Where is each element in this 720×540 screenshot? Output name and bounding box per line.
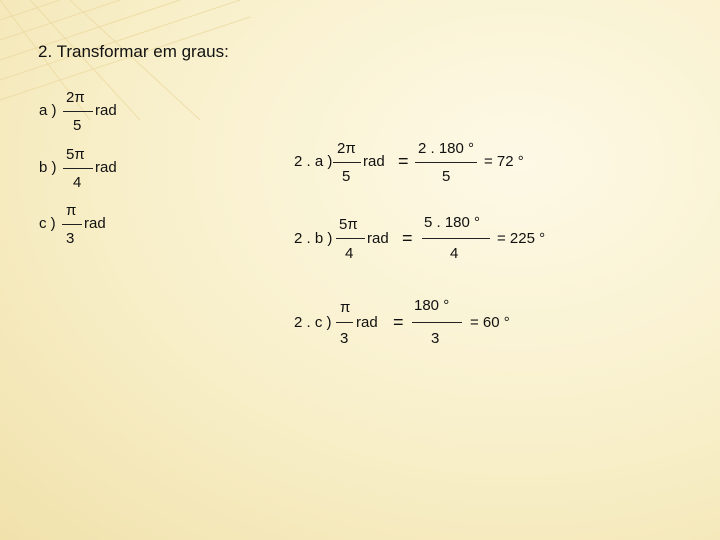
exercise-b-denominator: 4 [73,174,82,191]
solution-a-equals: = [398,151,409,171]
solution-a-unit: rad [363,153,385,170]
solution-c-result-numerator: 180 ° [414,297,450,314]
solution-a-result-denominator: 5 [442,168,451,185]
exercise-a-numerator: 2π [66,89,85,106]
solution-b-unit: rad [367,230,389,247]
solution-c-numerator: π [340,299,351,316]
solution-b-result: = 225 ° [497,230,546,247]
exercise-c-unit: rad [84,215,106,232]
solution-b-label: 2 . b ) [294,230,333,247]
solution-b-result-fraction-bar [422,238,490,239]
solution-c-result-fraction-bar [412,322,462,323]
solution-c-fraction-bar [336,322,353,323]
exercise-a-denominator: 5 [73,117,82,134]
solution-a-label: 2 . a ) [294,153,333,170]
exercise-c-fraction-bar [62,224,82,225]
solution-a-result: = 72 ° [484,153,524,170]
solution-c-label: 2 . c ) [294,314,332,331]
exercise-c-denominator: 3 [66,230,75,247]
exercise-b-numerator: 5π [66,146,85,163]
solution-b-denominator: 4 [345,245,354,262]
exercise-a-fraction-bar [63,111,93,112]
solution-b-fraction-bar [336,238,365,239]
solution-c-unit: rad [356,314,378,331]
solution-b-result-numerator: 5 . 180 ° [424,214,481,231]
solution-a-result-fraction-bar [415,162,477,163]
solution-c-equals: = [393,312,404,332]
solution-a-denominator: 5 [342,168,351,185]
solution-b-result-denominator: 4 [450,245,459,262]
exercise-b-unit: rad [95,159,117,176]
exercise-a-unit: rad [95,102,117,119]
solution-a-fraction-bar [333,162,361,163]
solution-a-numerator: 2π [337,140,356,157]
solution-c-denominator: 3 [340,330,349,347]
exercise-c-numerator: π [66,202,77,219]
exercise-b-label: b ) [39,159,57,176]
exercise-c-label: c ) [39,215,56,232]
exercise-b-fraction-bar [63,168,93,169]
solution-c-result: = 60 ° [470,314,510,331]
solution-b-numerator: 5π [339,216,358,233]
slide-heading: 2. Transformar em graus: [38,42,229,61]
solution-a-result-numerator: 2 . 180 ° [418,140,475,157]
solution-c-result-denominator: 3 [431,330,440,347]
exercise-a-label: a ) [39,102,57,119]
solution-b-equals: = [402,228,413,248]
